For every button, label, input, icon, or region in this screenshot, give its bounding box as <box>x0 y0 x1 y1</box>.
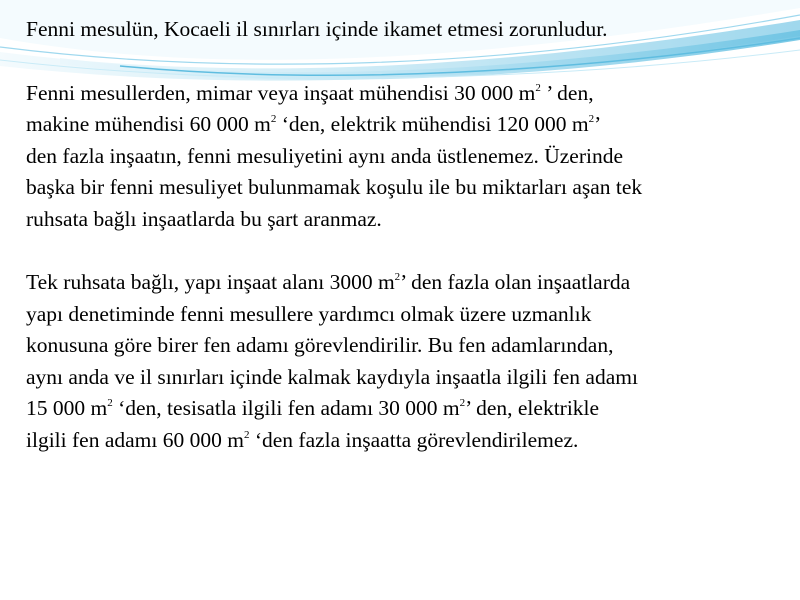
text-segment: ’ <box>594 112 602 136</box>
text-segment: ‘den, elektrik mühendisi 120 000 m <box>276 112 589 136</box>
text-segment: ’ den, elektrikle <box>465 396 600 420</box>
text-segment: Fenni mesullerden, mimar veya inşaat mühendisi 30 000 m <box>26 80 536 105</box>
text-segment: konusuna göre birer fen adamı görevlendirilir. Bu fen adamlarından, <box>26 333 614 357</box>
unit-superscript: 2 <box>107 397 113 409</box>
slide-content <box>26 14 796 456</box>
text-line <box>26 299 796 331</box>
text-segment: den fazla inşaatın, fenni mesuliyetini aynı anda üstlenemez. Üzerinde <box>26 143 623 168</box>
text-line <box>26 172 796 204</box>
text-segment: başka bir fenni mesuliyet bulunmamak koşulu ile bu miktarları aşan tek <box>26 175 643 199</box>
text-segment: ‘den, tesisatla ilgili fen adamı 30 000 m <box>112 396 460 420</box>
unit-superscript: 2 <box>243 428 250 441</box>
text-line <box>26 330 796 362</box>
text-segment: aynı anda ve il sınırları içinde kalmak kaydıyla inşaatla ilgili fen adamı <box>26 364 638 389</box>
paragraph-residency-requirement <box>26 14 796 46</box>
text-segment: Tek ruhsata bağlı, yapı inşaat alanı 3000 m <box>26 270 395 294</box>
text-line <box>26 425 796 457</box>
text-segment: ruhsata bağlı inşaatlarda bu şart aranmaz. <box>26 206 382 231</box>
text-line <box>26 109 796 141</box>
text-line <box>26 78 796 110</box>
text-segment: Fenni mesulün, Kocaeli il sınırları içinde ikamet etmesi zorunludur. <box>26 17 608 41</box>
text-segment: ’ den, <box>540 80 594 105</box>
text-line <box>26 14 796 46</box>
text-line <box>26 362 796 394</box>
unit-superscript: 2 <box>535 81 541 94</box>
text-line <box>26 204 796 236</box>
text-segment: ‘den fazla inşaatta görevlendirilemez. <box>249 427 579 452</box>
text-segment: makine mühendisi 60 000 m <box>26 112 271 136</box>
text-line <box>26 141 796 173</box>
text-line <box>26 393 796 425</box>
unit-superscript: 2 <box>588 113 595 125</box>
text-segment: ilgili fen adamı 60 000 m <box>26 427 244 452</box>
text-segment: yapı denetiminde fenni mesullere yardımcı olmak üzere uzmanlık <box>26 301 592 326</box>
unit-superscript: 2 <box>270 113 277 125</box>
text-segment: 15 000 m <box>26 396 108 420</box>
text-line <box>26 267 796 299</box>
paragraph-responsibility-limits <box>26 78 796 236</box>
unit-superscript: 2 <box>459 397 466 409</box>
paragraph-technician-limits <box>26 267 796 456</box>
text-segment: ’ den fazla olan inşaatlarda <box>400 270 631 294</box>
unit-superscript: 2 <box>394 271 401 283</box>
